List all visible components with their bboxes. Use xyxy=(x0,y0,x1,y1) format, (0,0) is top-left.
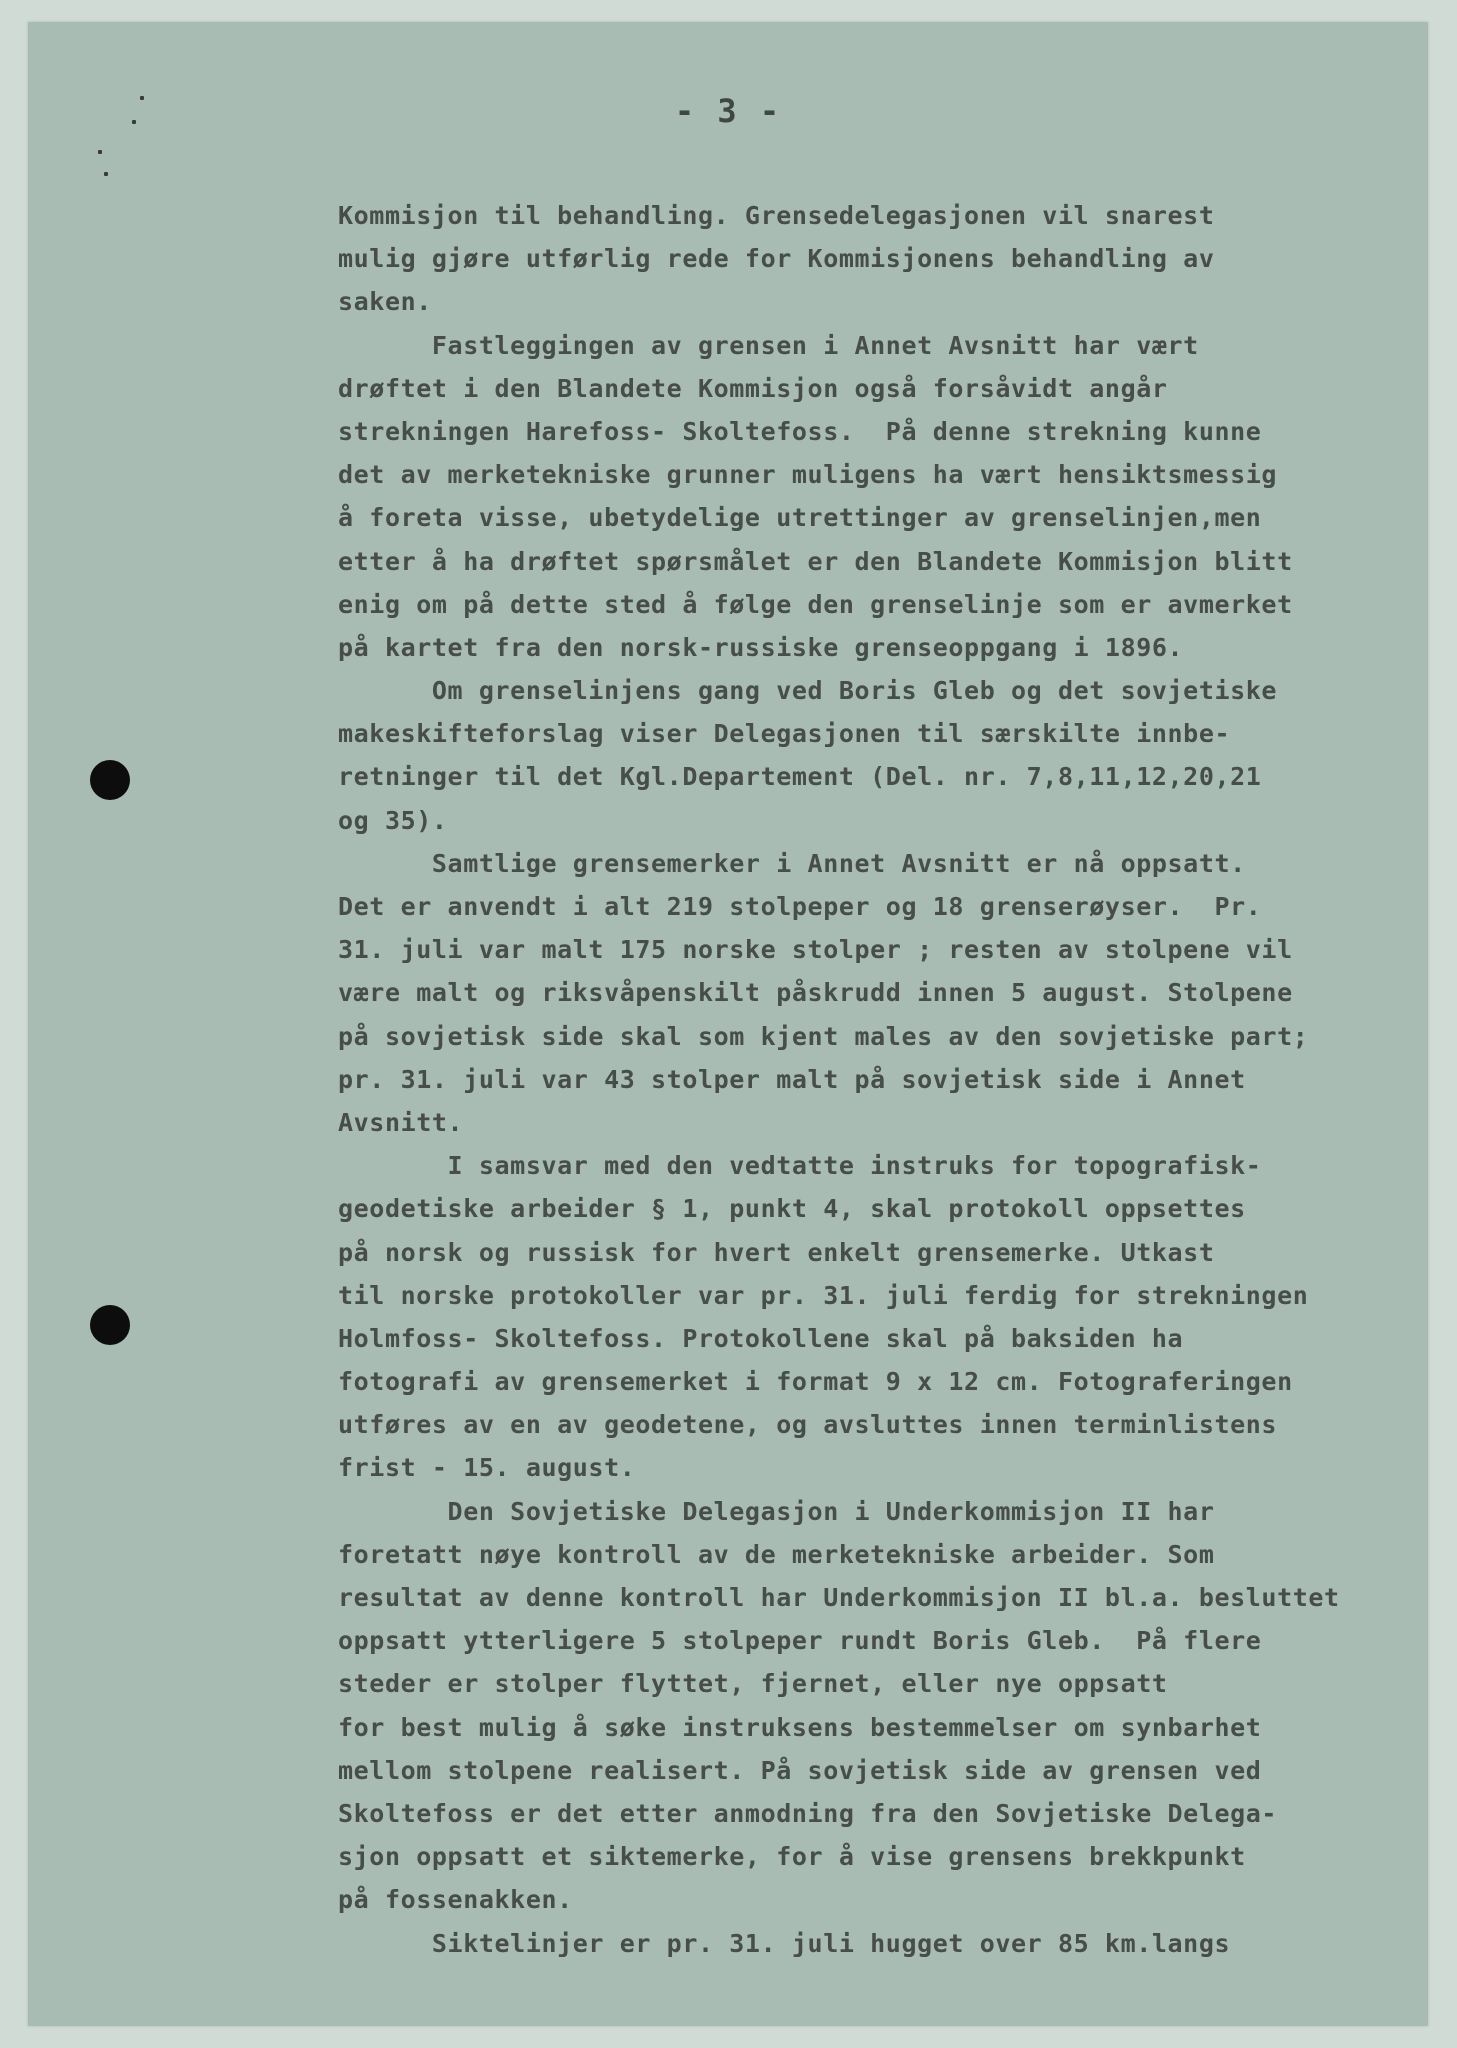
text-line: Siktelinjer er pr. 31. juli hugget over 85 km.langs xyxy=(338,1928,1231,1958)
text-line: retninger til det Kgl.Departement (Del. nr. 7,8,11,12,20,21 xyxy=(338,762,1262,792)
punch-hole xyxy=(90,1305,130,1345)
text-line: Fastleggingen av grensen i Annet Avsnitt har vært xyxy=(338,330,1199,360)
text-line: på norsk og russisk for hvert enkelt grensemerke. Utkast xyxy=(338,1237,1215,1267)
text-line: og 35). xyxy=(338,805,448,835)
paper-speck xyxy=(140,96,144,100)
text-line: utføres av en av geodetene, og avsluttes innen terminlistens xyxy=(338,1410,1278,1440)
punch-hole xyxy=(90,760,130,800)
text-line: på fossenakken. xyxy=(338,1885,573,1915)
text-line: 31. juli var malt 175 norske stolper ; resten av stolpene vil xyxy=(338,935,1293,965)
text-line: steder er stolper flyttet, fjernet, eller nye oppsatt xyxy=(338,1669,1168,1699)
text-line: I samsvar med den vedtatte instruks for topografisk- xyxy=(338,1151,1262,1181)
text-line: mellom stolpene realisert. På sovjetisk side av grensen ved xyxy=(338,1755,1262,1785)
text-line: saken. xyxy=(338,287,432,317)
text-line: det av merketekniske grunner muligens ha vært hensiktsmessig xyxy=(338,460,1278,490)
paper-speck xyxy=(132,120,136,124)
paper-speck xyxy=(98,150,102,154)
text-line: på kartet fra den norsk-russiske grenseoppgang i 1896. xyxy=(338,632,1184,662)
text-line: Om grenselinjens gang ved Boris Gleb og det sovjetiske xyxy=(338,676,1278,706)
text-line: strekningen Harefoss- Skoltefoss. På denne strekning kunne xyxy=(338,416,1262,446)
text-line: geodetiske arbeider § 1, punkt 4, skal protokoll oppsettes xyxy=(338,1194,1246,1224)
text-line: Det er anvendt i alt 219 stolpeper og 18 grenserøyser. Pr. xyxy=(338,892,1262,921)
paper-speck xyxy=(104,172,108,176)
text-line: etter å ha drøftet spørsmålet er den Blandete Kommisjon blitt xyxy=(338,546,1293,576)
text-line: Kommisjon til behandling. Grensedelegasjonen vil snarest xyxy=(338,201,1215,230)
text-line: resultat av denne kontroll har Underkommisjon II bl.a. besluttet xyxy=(338,1583,1340,1612)
text-line: på sovjetisk side skal som kjent males av den sovjetiske part; xyxy=(338,1021,1309,1051)
page-number: - 3 - xyxy=(674,92,782,130)
text-line: fotografi av grensemerket i format 9 x 12 cm. Fotograferingen xyxy=(338,1367,1293,1397)
text-line: frist - 15. august. xyxy=(338,1453,636,1483)
text-line: til norske protokoller var pr. 31. juli ferdig for strekningen xyxy=(338,1280,1309,1310)
text-line: makeskifteforslag viser Delegasjonen til særskilte innbe- xyxy=(338,719,1231,749)
text-line: oppsatt ytterligere 5 stolpeper rundt Boris Gleb. På flere xyxy=(338,1626,1262,1656)
text-line: å foreta visse, ubetydelige utrettinger av grenselinjen,men xyxy=(338,503,1262,533)
text-line: være malt og riksvåpenskilt påskrudd innen 5 august. Stolpene xyxy=(338,978,1293,1008)
text-line: pr. 31. juli var 43 stolper malt på sovjetisk side i Annet xyxy=(338,1064,1246,1094)
text-line: Skoltefoss er det etter anmodning fra den Sovjetiske Delega- xyxy=(338,1798,1278,1828)
text-line: for best mulig å søke instruksens bestemmelser om synbarhet xyxy=(338,1712,1262,1742)
text-line: Avsnitt. xyxy=(338,1107,464,1137)
text-line: Samtlige grensemerker i Annet Avsnitt er nå oppsatt. xyxy=(338,848,1246,878)
text-line: drøftet i den Blandete Kommisjon også forsåvidt angår xyxy=(338,373,1168,403)
text-line: foretatt nøye kontroll av de merketekniske arbeider. Som xyxy=(338,1539,1215,1569)
text-line: Holmfoss- Skoltefoss. Protokollene skal på baksiden ha xyxy=(338,1323,1184,1353)
body-text xyxy=(338,194,1428,1965)
text-line: mulig gjøre utførlig rede for Kommisjonens behandling av xyxy=(338,244,1215,274)
document-page xyxy=(28,22,1428,2026)
text-line: sjon oppsatt et siktemerke, for å vise grensens brekkpunkt xyxy=(338,1842,1246,1872)
text-line: Den Sovjetiske Delegasjon i Underkommisjon II har xyxy=(338,1496,1215,1526)
text-line: enig om på dette sted å følge den grenselinje som er avmerket xyxy=(338,589,1293,619)
